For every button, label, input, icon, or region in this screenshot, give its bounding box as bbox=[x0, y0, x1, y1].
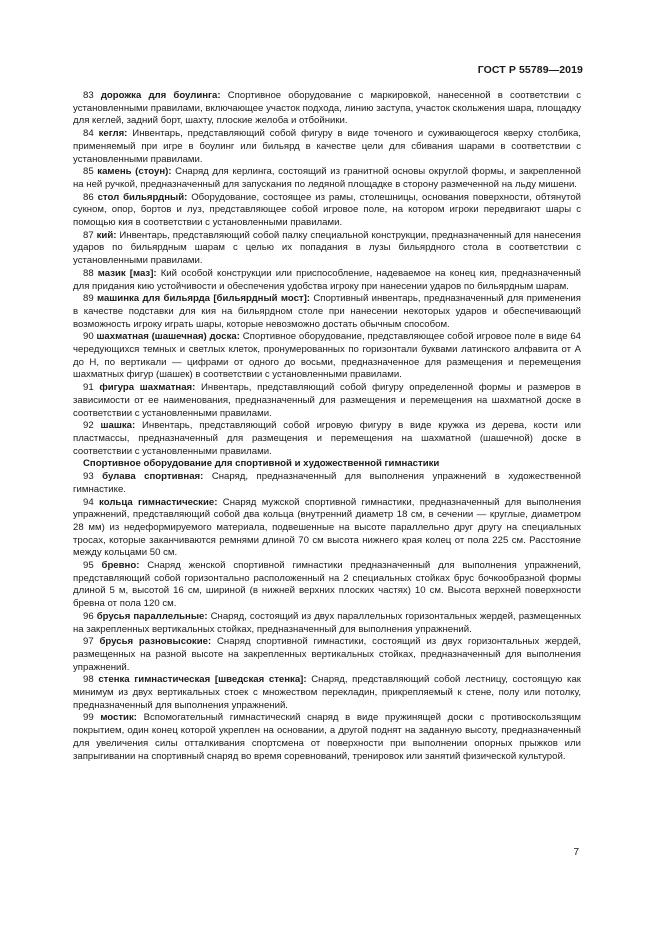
term-entry bbox=[73, 674, 581, 712]
entry-number: 89 bbox=[83, 293, 94, 305]
entry-definition: Инвентарь, представляющий собой фигуру определенной формы и размеров в зависимости от ее наименования, предназначенный для размещения и перемещения на шахматной доске в соответствии с установленными правилами. bbox=[73, 382, 581, 419]
document-body bbox=[73, 90, 581, 763]
entry-number: 97 bbox=[83, 636, 94, 648]
entry-definition: Снаряд, предназначенный для выполнения упражнений в художественной гимнастике. bbox=[73, 471, 581, 495]
term-entry bbox=[73, 420, 581, 458]
entry-number: 94 bbox=[83, 496, 94, 508]
entry-number: 88 bbox=[83, 267, 94, 279]
entry-definition: Снаряд мужской спортивной гимнастики, предназначенный для выполнения упражнений, представляющий собой два кольца (внутренний диаметр 18 см, в сечении — круглые, диаметром 28 мм) из недеформируемого материала, подвешенные на высоте параллельно друг другу на специальных тросах, которые заканчиваются ремнями длиной 70 см высота нижнего края колец от пола 225 см. Расстояние между кольцами 50 см. bbox=[73, 496, 582, 559]
entry-definition: Спортивный инвентарь, предназначенный для применения в качестве подставки для кия на бильярдном столе при нанесении некоторых ударов и обеспечивающий возможность игроку играть шары, которые невозможно достать обычным способом. bbox=[73, 293, 581, 330]
entry-term: бревно: bbox=[101, 560, 140, 572]
entry-definition: Инвентарь, представляющий собой игровую фигуру в виде кружка из дерева, кости или пластмассы, предназначенный для размещения и перемещения на шахматной (шашечной) доске в соответствии с установленными правилами. bbox=[73, 420, 581, 457]
term-entry bbox=[73, 636, 581, 674]
term-entry bbox=[73, 268, 581, 293]
entry-definition: Снаряд женской спортивной гимнастики предназначенный для выполнения упражнений, представляющий собой горизонтально расположенный на 2 специальных стойках брус бочкообразной формы длиной 5 м, высотой 16 см, шириной (в нижней верхних плоских частях) 10 см. Высота верхней поверхности бревна от пола 120 см. bbox=[73, 560, 581, 610]
term-entry bbox=[73, 230, 581, 268]
entry-number: 96 bbox=[83, 610, 94, 622]
entry-definition: Инвентарь, представляющий собой палку специальной конструкции, предназначенный для нанесения ударов по бильярдным шарам с целью их попадания в лузы бильярдного стола в соответствии с установленными правилами. bbox=[73, 229, 581, 267]
entry-number: 83 bbox=[83, 90, 94, 101]
entry-definition: Снаряд для керлинга, состоящий из гранитной основы округлой формы, и закрепленной на ней ручкой, предназначенный для запускания по ледяной площадке в сторону размеченной на льду мишени. bbox=[73, 166, 581, 190]
entry-number: 84 bbox=[83, 128, 94, 140]
entry-term: камень (стоун): bbox=[97, 166, 172, 178]
entry-term: стол бильярдный: bbox=[97, 191, 188, 203]
entry-number: 98 bbox=[83, 674, 94, 686]
entry-number: 90 bbox=[83, 331, 94, 343]
term-entry bbox=[73, 331, 581, 382]
term-entry bbox=[73, 712, 581, 763]
entry-definition: Снаряд, представляющий собой лестницу, состоящую как минимум из двух вертикальных стоек с множеством перекладин, прикрепляемый к стене, полу или потолку, предназначенный для выполнения упражнений. bbox=[73, 674, 581, 711]
page-number: 7 bbox=[573, 847, 579, 858]
entry-definition: Инвентарь, представляющий собой фигуру в виде точеного и суживающегося кверху столбика, применяемый при игре в боулинг или бильярд в качестве цели для сбивания шарами в соответствии с установленными правилами. bbox=[73, 128, 581, 165]
term-entry bbox=[73, 192, 581, 230]
section-title: Спортивное оборудование для спортивной и художественной гимнастики bbox=[83, 458, 440, 470]
entry-term: машинка для бильярда [бильярдный мост]: bbox=[97, 293, 310, 305]
entry-term: брусья параллельные: bbox=[96, 610, 208, 622]
entry-number: 93 bbox=[83, 471, 94, 483]
entry-term: мостик: bbox=[100, 712, 137, 724]
entry-definition: Вспомогательный гимнастический снаряд в виде пружинящей доски с противоскользящим покрытием, один конец которой укреплен на основании, а другой поднят на заданную высоту, предназначенный для увеличения силы отталкивания спортсмена от поверхности при выполнении опорных прыжков или запрыгивании на спортивный снаряд во время соревнований, тренировок или занятий физической культурой. bbox=[73, 712, 581, 762]
document-header: ГОСТ Р 55789—2019 bbox=[477, 64, 583, 76]
entry-definition: Кий особой конструкции или приспособление, надеваемое на конец кия, предназначенный для придания кию устойчивости и обеспечения удобства игроку при нанесении ударов по бильярдным шарам. bbox=[73, 267, 581, 292]
entry-term: фигура шахматная: bbox=[99, 382, 196, 394]
term-entry bbox=[73, 293, 581, 331]
entry-term: кегля: bbox=[98, 128, 128, 140]
term-entry bbox=[73, 90, 581, 128]
term-entry bbox=[73, 560, 581, 611]
entry-number: 85 bbox=[83, 166, 94, 178]
entry-term: брусья разновысокие: bbox=[99, 636, 212, 648]
entry-term: мазик [маз]: bbox=[97, 267, 157, 279]
term-entry bbox=[73, 611, 581, 636]
entry-number: 87 bbox=[83, 229, 94, 241]
entry-number: 95 bbox=[83, 560, 94, 572]
entry-definition: Оборудование, состоящее из рамы, столешницы, основания поверхности, обтянутой сукном, опор, бортов и луз, представляющее собой игровое поле, на котором игроки передвигают шары с помощью кия в соответствии с установленными правилами. bbox=[73, 191, 582, 229]
entry-definition: Снаряд, состоящий из двух параллельных горизонтальных жердей, размещенных на закрепленных вертикальных стойках, предназначенный для выполнения упражнений. bbox=[73, 610, 581, 635]
entry-number: 86 bbox=[83, 191, 94, 203]
entry-definition: Снаряд спортивной гимнастики, состоящий из двух горизонтальных жердей, размещенных на разной высоте на закрепленных вертикальных стойках, предназначенный для выполнения упражнений. bbox=[73, 636, 581, 673]
term-entry bbox=[73, 382, 581, 420]
entry-term: кольца гимнастические: bbox=[99, 496, 218, 508]
entry-number: 92 bbox=[83, 420, 94, 432]
entry-term: кий: bbox=[96, 229, 117, 241]
entry-number: 99 bbox=[83, 712, 94, 724]
term-entry bbox=[73, 471, 581, 496]
entry-list-gymnastics bbox=[73, 471, 581, 763]
entry-term: шахматная (шашечная) доска: bbox=[96, 331, 240, 343]
entry-term: стенка гимнастическая [шведская стенка]: bbox=[98, 674, 307, 686]
entry-definition: Спортивное оборудование с маркировкой, нанесенной в соответствии с установленными правилами, включающее участок подхода, линию заступа, участок скольжения шара, площадку для кеглей, задний борт, шахту, плоские желоба и отбойники. bbox=[73, 90, 581, 127]
term-entry bbox=[73, 166, 581, 191]
entry-term: булава спортивная: bbox=[102, 471, 204, 483]
entry-definition: Спортивное оборудование, представляющее собой игровое поле в виде 64 чередующихся темных и светлых клеток, пронумерованных по горизонтали буквами латинского алфавита от A до H, по вертикали — цифрами от одного до восьми, предназначенное для размещения и перемещения шахматных фигур (шашек) в соответствии с установленными правилами. bbox=[73, 331, 582, 381]
entry-list-bowling-billiards-chess bbox=[73, 90, 581, 458]
entry-term: шашка: bbox=[100, 420, 136, 432]
entry-term: дорожка для боулинга: bbox=[100, 90, 221, 101]
term-entry bbox=[73, 128, 581, 166]
entry-number: 91 bbox=[83, 382, 94, 394]
term-entry bbox=[73, 497, 581, 561]
